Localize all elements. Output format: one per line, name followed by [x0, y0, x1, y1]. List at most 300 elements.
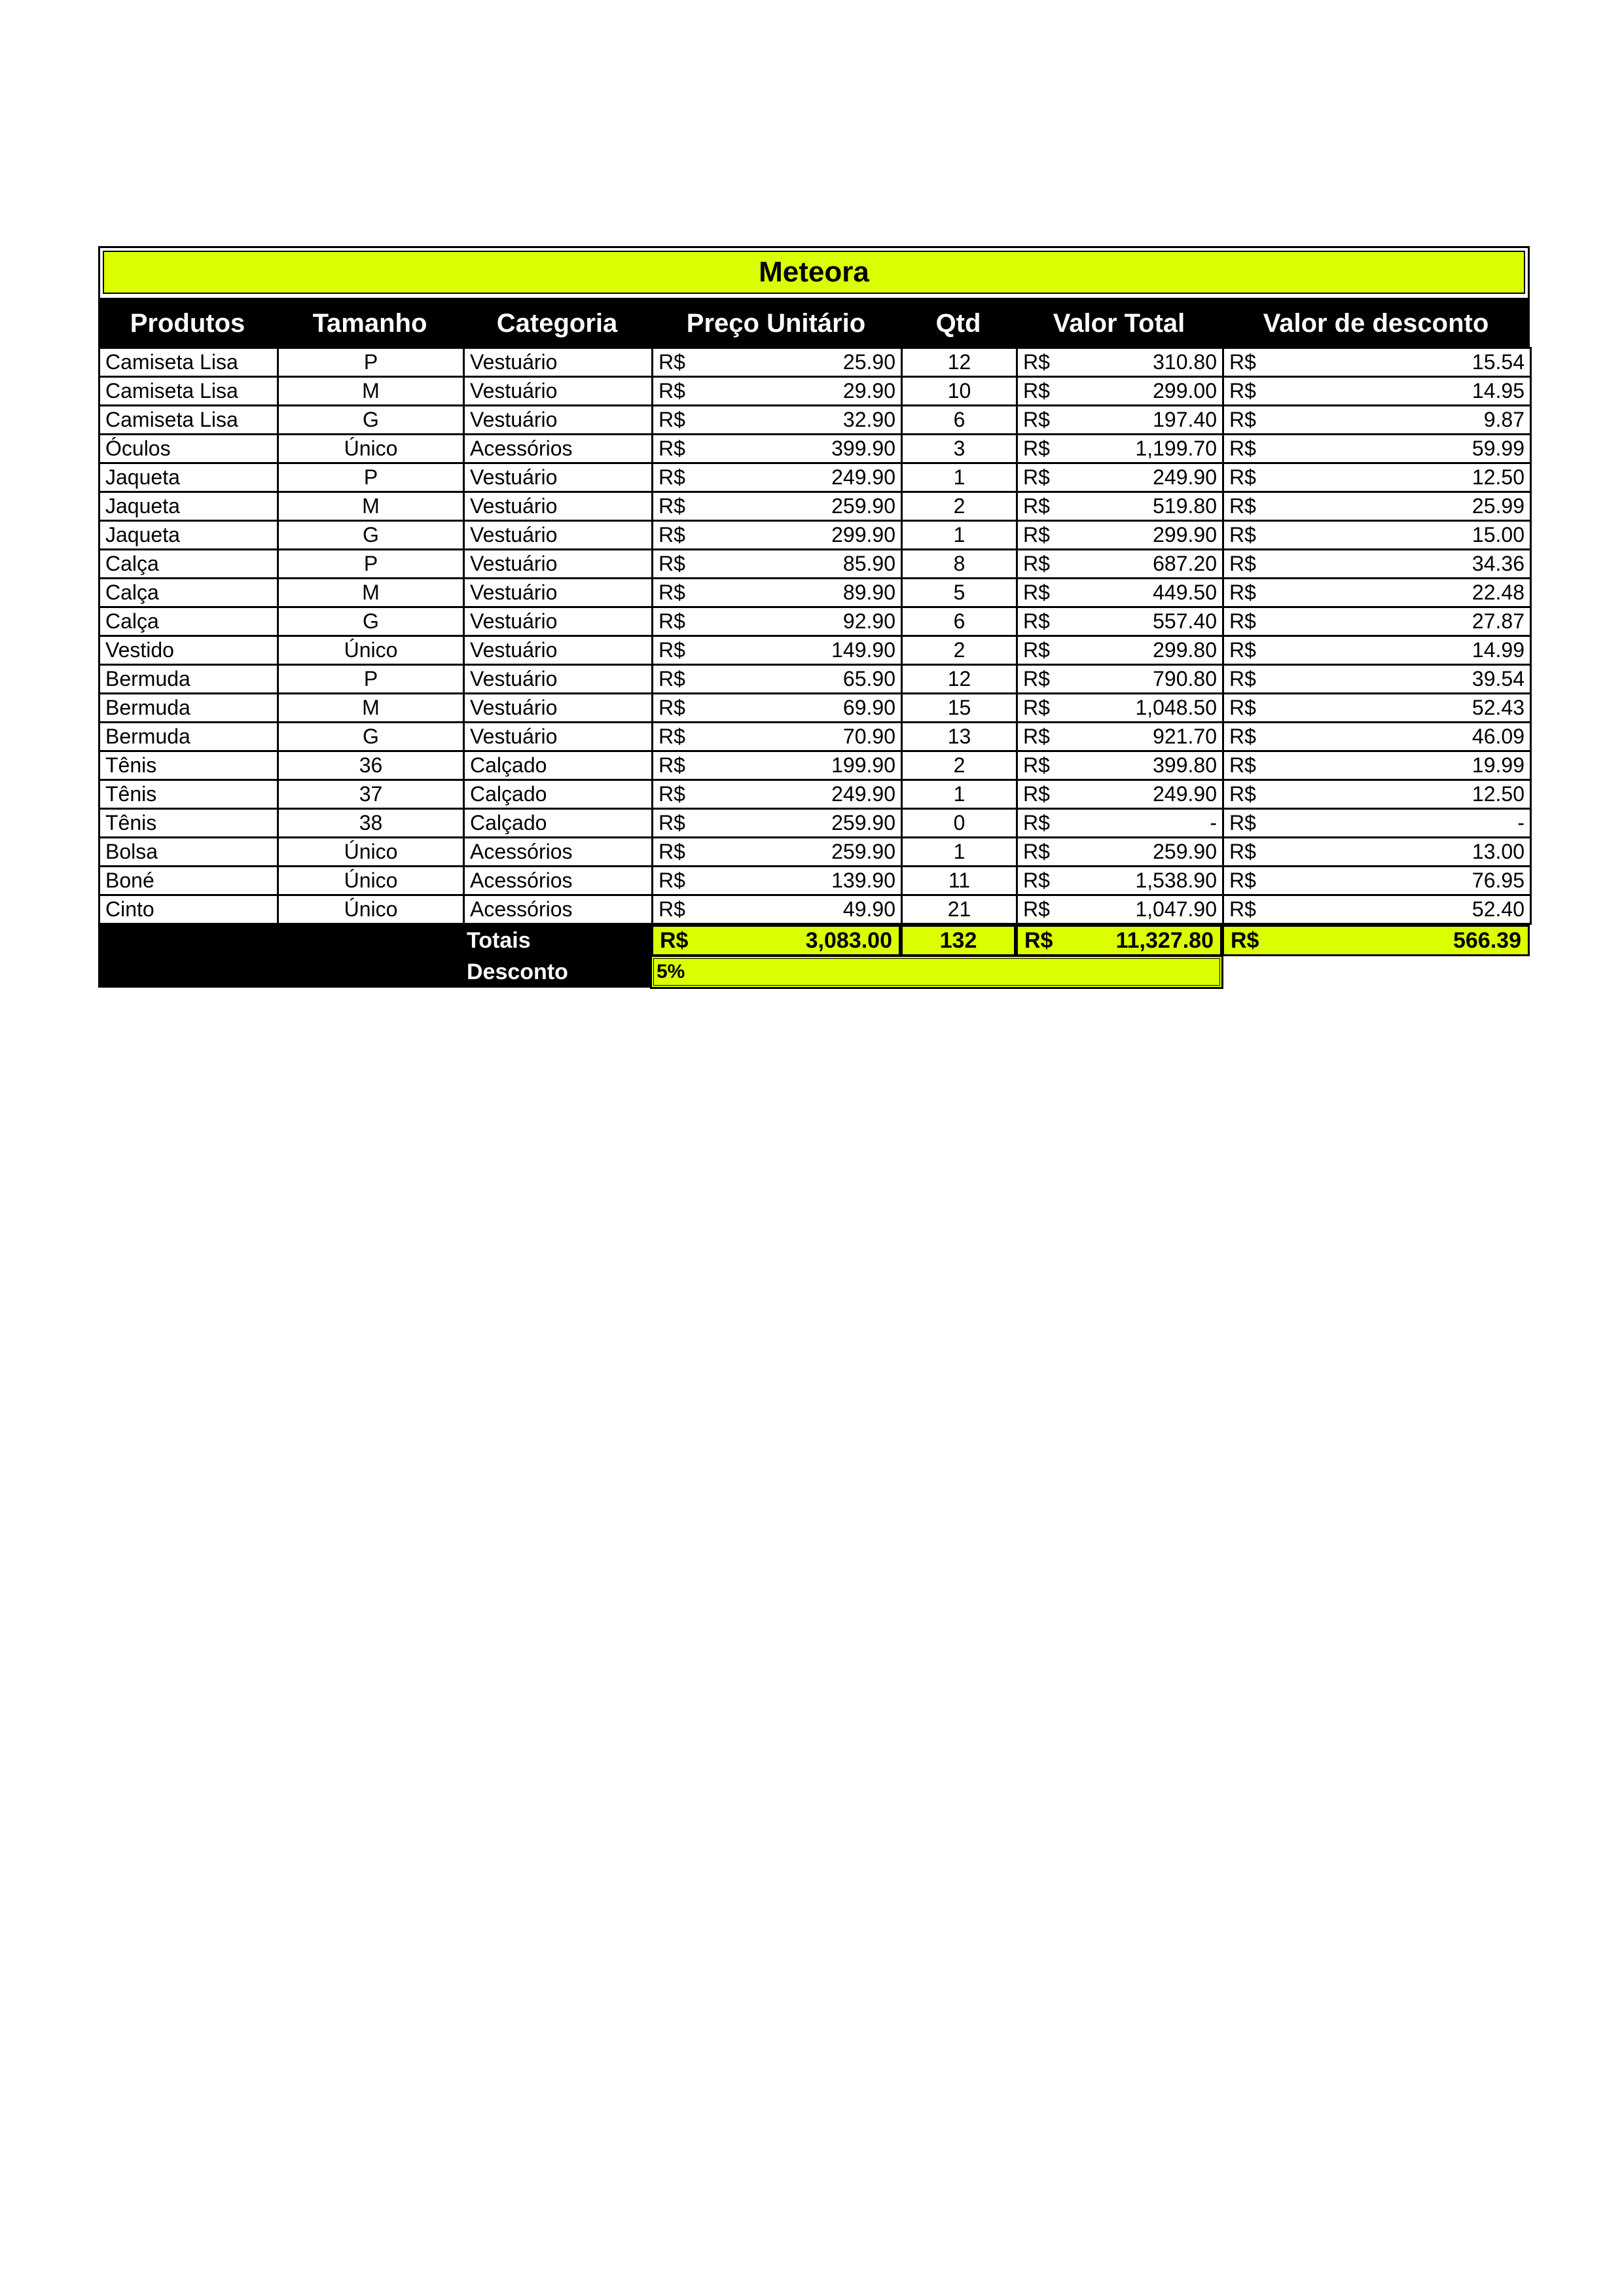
cell-total-value: 399.80 — [1153, 753, 1217, 777]
cell-tamanho[interactable]: M — [278, 579, 464, 607]
cell-categoria[interactable]: Vestuário — [464, 665, 653, 694]
currency-symbol: R$ — [659, 437, 685, 460]
cell-produto[interactable]: Camiseta Lisa — [99, 406, 278, 435]
currency-symbol: R$ — [1023, 811, 1050, 834]
currency-symbol: R$ — [1229, 638, 1256, 662]
cell-produto[interactable]: Bolsa — [99, 838, 278, 867]
cell-total[interactable] — [1017, 435, 1223, 463]
cell-categoria[interactable]: Vestuário — [464, 521, 653, 550]
header-tamanho: Tamanho — [312, 308, 427, 338]
cell-qtd[interactable]: 21 — [902, 895, 1017, 924]
cell-preco[interactable] — [653, 406, 902, 435]
cell-total-value: 310.80 — [1153, 350, 1217, 374]
cell-categoria[interactable]: Vestuário — [464, 636, 653, 665]
currency-symbol: R$ — [1231, 927, 1259, 953]
table-row — [99, 463, 1531, 492]
cell-total-value: 249.90 — [1153, 782, 1217, 806]
cell-categoria[interactable]: Vestuário — [464, 579, 653, 607]
table-row — [99, 579, 1531, 607]
cell-desconto[interactable] — [1223, 780, 1531, 809]
cell-produto[interactable]: Óculos — [99, 435, 278, 463]
cell-preco-value: 259.90 — [831, 811, 895, 834]
cell-desconto[interactable] — [1223, 838, 1531, 867]
cell-desconto[interactable] — [1223, 895, 1531, 924]
cell-produto[interactable]: Jaqueta — [99, 521, 278, 550]
currency-symbol: R$ — [1023, 782, 1050, 806]
cell-preco[interactable] — [653, 665, 902, 694]
currency-symbol: R$ — [1229, 552, 1256, 575]
cell-total[interactable] — [1017, 550, 1223, 579]
cell-total-value: 557.40 — [1153, 609, 1217, 633]
cell-preco-value: 139.90 — [831, 869, 895, 892]
totals-preco-value: 3,083.00 — [805, 927, 892, 953]
cell-preco-value: 49.90 — [842, 897, 895, 921]
cell-produto[interactable]: Cinto — [99, 895, 278, 924]
cell-total-value: 299.90 — [1153, 523, 1217, 547]
totals-row — [98, 925, 1530, 956]
cell-total-value: 299.80 — [1153, 638, 1217, 662]
cell-desconto-value: 15.54 — [1471, 350, 1525, 374]
cell-desconto[interactable] — [1223, 607, 1531, 636]
cell-desconto-value: 34.36 — [1471, 552, 1525, 575]
cell-preco-value: 92.90 — [842, 609, 895, 633]
cell-desconto-value: 9.87 — [1483, 408, 1525, 431]
currency-symbol: R$ — [659, 725, 685, 748]
cell-categoria[interactable]: Vestuário — [464, 550, 653, 579]
cell-desconto-value: 15.00 — [1471, 523, 1525, 547]
currency-symbol: R$ — [659, 350, 685, 374]
cell-desconto-value: 52.43 — [1471, 696, 1525, 719]
cell-categoria[interactable]: Vestuário — [464, 406, 653, 435]
cell-tamanho[interactable]: P — [278, 463, 464, 492]
cell-total-value: - — [1210, 811, 1217, 834]
cell-qtd[interactable]: 1 — [902, 463, 1017, 492]
cell-preco[interactable] — [653, 780, 902, 809]
cell-desconto[interactable] — [1223, 377, 1531, 406]
table-row — [99, 636, 1531, 665]
currency-symbol: R$ — [1229, 811, 1256, 834]
cell-qtd[interactable]: 12 — [902, 665, 1017, 694]
cell-produto[interactable]: Calça — [99, 579, 278, 607]
table-row — [99, 435, 1531, 463]
cell-desconto-value: 76.95 — [1471, 869, 1525, 892]
cell-desconto[interactable] — [1223, 751, 1531, 780]
cell-tamanho[interactable]: Único — [278, 838, 464, 867]
cell-total[interactable] — [1017, 723, 1223, 751]
currency-symbol: R$ — [1023, 523, 1050, 547]
cell-total[interactable] — [1017, 406, 1223, 435]
table-row — [99, 406, 1531, 435]
cell-categoria[interactable]: Vestuário — [464, 492, 653, 521]
cell-desconto[interactable] — [1223, 809, 1531, 838]
cell-total-value: 1,048.50 — [1135, 696, 1217, 719]
cell-tamanho[interactable]: Único — [278, 435, 464, 463]
currency-symbol: R$ — [659, 379, 685, 403]
header-preco-unitario: Preço Unitário — [686, 308, 866, 338]
cell-preco[interactable] — [653, 607, 902, 636]
cell-qtd[interactable]: 3 — [902, 435, 1017, 463]
products-table — [98, 347, 1532, 925]
cell-categoria[interactable]: Acessórios — [464, 895, 653, 924]
cell-desconto-value: 12.50 — [1471, 465, 1525, 489]
cell-produto[interactable]: Camiseta Lisa — [99, 377, 278, 406]
currency-symbol: R$ — [1229, 350, 1256, 374]
cell-qtd[interactable]: 2 — [902, 636, 1017, 665]
cell-total-value: 299.00 — [1153, 379, 1217, 403]
cell-total[interactable] — [1017, 463, 1223, 492]
table-row — [99, 809, 1531, 838]
cell-categoria[interactable]: Vestuário — [464, 694, 653, 723]
currency-symbol: R$ — [1229, 897, 1256, 921]
cell-total[interactable] — [1017, 521, 1223, 550]
cell-total[interactable] — [1017, 694, 1223, 723]
cell-desconto-value: 14.99 — [1471, 638, 1525, 662]
cell-tamanho[interactable]: P — [278, 550, 464, 579]
currency-symbol: R$ — [659, 782, 685, 806]
cell-total-value: 1,047.90 — [1135, 897, 1217, 921]
cell-tamanho[interactable]: Único — [278, 636, 464, 665]
cell-preco-value: 65.90 — [842, 667, 895, 691]
totals-preco — [651, 925, 901, 956]
cell-tamanho[interactable]: M — [278, 377, 464, 406]
cell-preco-value: 399.90 — [831, 437, 895, 460]
cell-categoria[interactable]: Vestuário — [464, 377, 653, 406]
currency-symbol: R$ — [660, 927, 689, 953]
cell-qtd[interactable]: 2 — [902, 751, 1017, 780]
cell-categoria[interactable]: Vestuário — [464, 723, 653, 751]
cell-tamanho[interactable]: P — [278, 348, 464, 377]
currency-symbol: R$ — [1023, 609, 1050, 633]
currency-symbol: R$ — [1229, 581, 1256, 604]
cell-produto[interactable]: Vestido — [99, 636, 278, 665]
currency-symbol: R$ — [1229, 379, 1256, 403]
cell-preco-value: 249.90 — [831, 465, 895, 489]
cell-tamanho[interactable]: Único — [278, 895, 464, 924]
currency-symbol: R$ — [1229, 753, 1256, 777]
cell-desconto[interactable] — [1223, 406, 1531, 435]
cell-preco[interactable] — [653, 463, 902, 492]
cell-categoria[interactable]: Calçado — [464, 751, 653, 780]
cell-desconto-value: 14.95 — [1471, 379, 1525, 403]
currency-symbol: R$ — [1229, 696, 1256, 719]
table-row — [99, 607, 1531, 636]
cell-total[interactable] — [1017, 838, 1223, 867]
cell-total[interactable] — [1017, 348, 1223, 377]
currency-symbol: R$ — [1023, 552, 1050, 575]
currency-symbol: R$ — [1023, 465, 1050, 489]
cell-desconto-value: 46.09 — [1471, 725, 1525, 748]
currency-symbol: R$ — [659, 840, 685, 863]
currency-symbol: R$ — [1229, 869, 1256, 892]
discount-value[interactable]: 5% — [651, 956, 1222, 988]
cell-preco[interactable] — [653, 377, 902, 406]
cell-qtd[interactable]: 13 — [902, 723, 1017, 751]
cell-qtd[interactable]: 10 — [902, 377, 1017, 406]
cell-categoria[interactable]: Calçado — [464, 809, 653, 838]
header-qtd: Qtd — [935, 308, 981, 338]
cell-produto[interactable]: Jaqueta — [99, 492, 278, 521]
cell-desconto[interactable] — [1223, 694, 1531, 723]
cell-tamanho[interactable]: G — [278, 521, 464, 550]
cell-preco[interactable] — [653, 348, 902, 377]
cell-qtd[interactable]: 1 — [902, 521, 1017, 550]
cell-preco[interactable] — [653, 751, 902, 780]
cell-desconto-value: 13.00 — [1471, 840, 1525, 863]
cell-categoria[interactable]: Vestuário — [464, 607, 653, 636]
header-valor-total: Valor Total — [1053, 308, 1185, 338]
table-row — [99, 694, 1531, 723]
currency-symbol: R$ — [1229, 609, 1256, 633]
cell-preco[interactable] — [653, 550, 902, 579]
cell-produto[interactable]: Camiseta Lisa — [99, 348, 278, 377]
cell-desconto-value: 19.99 — [1471, 753, 1525, 777]
currency-symbol: R$ — [659, 811, 685, 834]
currency-symbol: R$ — [1023, 869, 1050, 892]
cell-tamanho[interactable]: P — [278, 665, 464, 694]
header-valor-desconto: Valor de desconto — [1263, 308, 1489, 338]
currency-symbol: R$ — [1229, 408, 1256, 431]
currency-symbol: R$ — [1229, 437, 1256, 460]
cell-desconto-value: 22.48 — [1471, 581, 1525, 604]
cell-categoria[interactable]: Acessórios — [464, 838, 653, 867]
cell-qtd[interactable]: 6 — [902, 607, 1017, 636]
totals-desconto-value: 566.39 — [1453, 927, 1521, 953]
table-row — [99, 492, 1531, 521]
table-row — [99, 867, 1531, 895]
cell-desconto[interactable] — [1223, 463, 1531, 492]
cell-tamanho[interactable]: M — [278, 492, 464, 521]
cell-produto[interactable]: Boné — [99, 867, 278, 895]
cell-preco[interactable] — [653, 838, 902, 867]
cell-categoria[interactable]: Calçado — [464, 780, 653, 809]
cell-qtd[interactable]: 1 — [902, 780, 1017, 809]
cell-preco-value: 259.90 — [831, 840, 895, 863]
cell-tamanho[interactable]: G — [278, 723, 464, 751]
table-row — [99, 895, 1531, 924]
currency-symbol: R$ — [659, 552, 685, 575]
totals-qtd: 132 — [901, 925, 1016, 956]
table-row — [99, 521, 1531, 550]
table-row — [99, 550, 1531, 579]
currency-symbol: R$ — [659, 897, 685, 921]
currency-symbol: R$ — [659, 465, 685, 489]
cell-preco[interactable] — [653, 521, 902, 550]
cell-desconto[interactable] — [1223, 550, 1531, 579]
cell-desconto[interactable] — [1223, 521, 1531, 550]
cell-preco[interactable] — [653, 809, 902, 838]
totals-valor-total-value: 11,327.80 — [1115, 927, 1214, 953]
cell-qtd[interactable]: 11 — [902, 867, 1017, 895]
cell-total[interactable] — [1017, 867, 1223, 895]
currency-symbol: R$ — [659, 581, 685, 604]
currency-symbol: R$ — [1023, 753, 1050, 777]
cell-total[interactable] — [1017, 492, 1223, 521]
cell-preco-value: 29.90 — [842, 379, 895, 403]
currency-symbol: R$ — [1023, 437, 1050, 460]
currency-symbol: R$ — [1023, 494, 1050, 518]
cell-total-value: 1,538.90 — [1135, 869, 1217, 892]
cell-produto[interactable]: Tênis — [99, 780, 278, 809]
cell-qtd[interactable]: 12 — [902, 348, 1017, 377]
cell-desconto[interactable] — [1223, 348, 1531, 377]
currency-symbol: R$ — [1023, 581, 1050, 604]
table-row — [99, 751, 1531, 780]
header-categoria: Categoria — [496, 308, 618, 338]
cell-tamanho[interactable]: M — [278, 694, 464, 723]
cell-preco-value: 89.90 — [842, 581, 895, 604]
currency-symbol: R$ — [1023, 667, 1050, 691]
currency-symbol: R$ — [1229, 523, 1256, 547]
cell-categoria[interactable]: Acessórios — [464, 435, 653, 463]
currency-symbol: R$ — [1023, 840, 1050, 863]
cell-total[interactable] — [1017, 377, 1223, 406]
currency-symbol: R$ — [659, 753, 685, 777]
header-row — [98, 300, 1530, 347]
spreadsheet — [98, 246, 1530, 988]
currency-symbol: R$ — [659, 869, 685, 892]
cell-preco[interactable] — [653, 895, 902, 924]
cell-preco[interactable] — [653, 636, 902, 665]
cell-categoria[interactable]: Vestuário — [464, 463, 653, 492]
cell-produto[interactable]: Tênis — [99, 809, 278, 838]
cell-total-value: 449.50 — [1153, 581, 1217, 604]
currency-symbol: R$ — [659, 494, 685, 518]
cell-total[interactable] — [1017, 665, 1223, 694]
cell-total-value: 259.90 — [1153, 840, 1217, 863]
cell-desconto-value: 27.87 — [1471, 609, 1525, 633]
cell-preco[interactable] — [653, 435, 902, 463]
cell-preco[interactable] — [653, 723, 902, 751]
cell-qtd[interactable]: 0 — [902, 809, 1017, 838]
cell-produto[interactable]: Calça — [99, 550, 278, 579]
currency-symbol: R$ — [1229, 840, 1256, 863]
currency-symbol: R$ — [1023, 725, 1050, 748]
cell-qtd[interactable]: 2 — [902, 492, 1017, 521]
cell-desconto[interactable] — [1223, 636, 1531, 665]
cell-total[interactable] — [1017, 751, 1223, 780]
cell-categoria[interactable]: Vestuário — [464, 348, 653, 377]
currency-symbol: R$ — [1024, 927, 1053, 953]
currency-symbol: R$ — [1023, 379, 1050, 403]
cell-total[interactable] — [1017, 780, 1223, 809]
cell-preco-value: 70.90 — [842, 725, 895, 748]
cell-desconto[interactable] — [1223, 665, 1531, 694]
currency-symbol: R$ — [659, 696, 685, 719]
cell-preco[interactable] — [653, 579, 902, 607]
cell-total[interactable] — [1017, 579, 1223, 607]
cell-preco-value: 249.90 — [831, 782, 895, 806]
currency-symbol: R$ — [1023, 350, 1050, 374]
title-box — [98, 246, 1530, 300]
table-row — [99, 723, 1531, 751]
totals-filler — [98, 925, 463, 956]
cell-tamanho[interactable]: G — [278, 406, 464, 435]
currency-symbol: R$ — [1023, 696, 1050, 719]
cell-desconto-value: 59.99 — [1471, 437, 1525, 460]
cell-preco-value: 199.90 — [831, 753, 895, 777]
cell-preco-value: 299.90 — [831, 523, 895, 547]
cell-desconto[interactable] — [1223, 435, 1531, 463]
currency-symbol: R$ — [659, 408, 685, 431]
discount-label: Desconto — [463, 956, 651, 988]
header-produtos: Produtos — [130, 308, 245, 338]
currency-symbol: R$ — [1229, 725, 1256, 748]
cell-produto[interactable]: Jaqueta — [99, 463, 278, 492]
totals-label: Totais — [463, 925, 651, 956]
table-row — [99, 780, 1531, 809]
totals-desconto — [1222, 925, 1530, 956]
cell-desconto[interactable] — [1223, 723, 1531, 751]
table-row — [99, 665, 1531, 694]
cell-qtd[interactable]: 15 — [902, 694, 1017, 723]
cell-produto[interactable]: Bermuda — [99, 694, 278, 723]
table-row — [99, 838, 1531, 867]
cell-preco-value: 149.90 — [831, 638, 895, 662]
cell-preco-value: 32.90 — [842, 408, 895, 431]
totals-valor-total — [1016, 925, 1222, 956]
cell-qtd[interactable]: 1 — [902, 838, 1017, 867]
cell-total[interactable] — [1017, 895, 1223, 924]
cell-total-value: 249.90 — [1153, 465, 1217, 489]
currency-symbol: R$ — [659, 667, 685, 691]
cell-produto[interactable]: Bermuda — [99, 723, 278, 751]
currency-symbol: R$ — [1023, 897, 1050, 921]
cell-desconto-value: - — [1517, 811, 1525, 834]
currency-symbol: R$ — [659, 638, 685, 662]
cell-preco-value: 25.90 — [842, 350, 895, 374]
cell-desconto-value: 25.99 — [1471, 494, 1525, 518]
table-row — [99, 348, 1531, 377]
cell-qtd[interactable]: 5 — [902, 579, 1017, 607]
cell-desconto[interactable] — [1223, 579, 1531, 607]
cell-tamanho[interactable]: 38 — [278, 809, 464, 838]
cell-total-value: 687.20 — [1153, 552, 1217, 575]
table-row — [99, 377, 1531, 406]
cell-tamanho[interactable]: Único — [278, 867, 464, 895]
currency-symbol: R$ — [1229, 667, 1256, 691]
cell-total[interactable] — [1017, 809, 1223, 838]
cell-produto[interactable]: Bermuda — [99, 665, 278, 694]
currency-symbol: R$ — [659, 609, 685, 633]
cell-total-value: 197.40 — [1153, 408, 1217, 431]
cell-total-value: 790.80 — [1153, 667, 1217, 691]
cell-produto[interactable]: Calça — [99, 607, 278, 636]
cell-preco[interactable] — [653, 867, 902, 895]
currency-symbol: R$ — [1023, 408, 1050, 431]
cell-total[interactable] — [1017, 607, 1223, 636]
cell-categoria[interactable]: Acessórios — [464, 867, 653, 895]
cell-preco[interactable] — [653, 694, 902, 723]
currency-symbol: R$ — [1229, 494, 1256, 518]
cell-tamanho[interactable]: G — [278, 607, 464, 636]
cell-produto[interactable]: Tênis — [99, 751, 278, 780]
cell-total-value: 921.70 — [1153, 725, 1217, 748]
cell-qtd[interactable]: 8 — [902, 550, 1017, 579]
cell-preco-value: 69.90 — [842, 696, 895, 719]
cell-preco[interactable] — [653, 492, 902, 521]
cell-total-value: 1,199.70 — [1135, 437, 1217, 460]
cell-tamanho[interactable]: 37 — [278, 780, 464, 809]
discount-row — [98, 956, 1530, 988]
cell-tamanho[interactable]: 36 — [278, 751, 464, 780]
cell-desconto[interactable] — [1223, 492, 1531, 521]
cell-desconto[interactable] — [1223, 867, 1531, 895]
cell-preco-value: 259.90 — [831, 494, 895, 518]
cell-qtd[interactable]: 6 — [902, 406, 1017, 435]
cell-total[interactable] — [1017, 636, 1223, 665]
sheet-title: Meteora — [103, 251, 1525, 294]
cell-total-value: 519.80 — [1153, 494, 1217, 518]
